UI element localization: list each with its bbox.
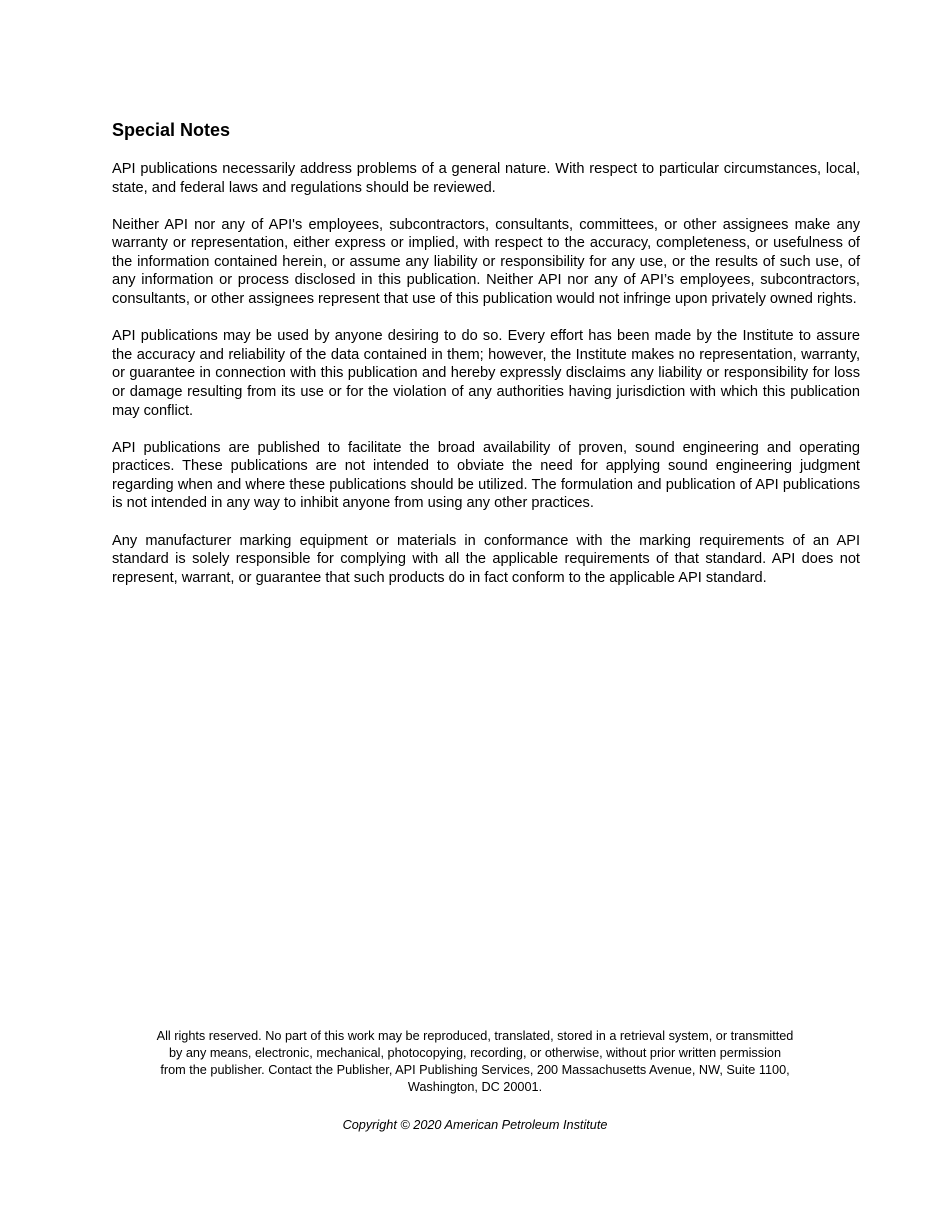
page-title: Special Notes [112,120,231,140]
paragraph-general-nature: API publications necessarily address problems of a general nature. With respect to particular circumstances, local, state, and federal laws and regulations should be reviewed. [112,161,860,196]
rights-notice [112,1028,838,1096]
special-notes-body [112,160,860,606]
footer [112,1028,838,1134]
rights-line: Washington, DC 20001. [407,1080,543,1095]
paragraph-use-by-anyone: API publications may be used by anyone desiring to do so. Every effort has been made by the Institute to assure the accuracy and reliability of the data contained in them; however, the Institute makes no representation, warranty, or guarantee in connection with this publication and hereby expressly disclaims any liability or responsibility for loss or damage resulting from its use or for the violation of any authorities having jurisdiction with which this publication may conflict. [112,328,860,419]
rights-line: All rights reserved. No part of this work may be reproduced, translated, stored in a retrieval system, or transmitted [156,1029,794,1043]
rights-line: from the publisher. Contact the Publisher, API Publishing Services, 200 Massachusetts Avenue, NW, Suite 1100, [160,1063,790,1078]
paragraph-no-warranty: Neither API nor any of API's employees, subcontractors, consultants, committees, or other assignees make any warranty or representation, either express or implied, with respect to the accuracy, completeness, or usefulness of the information contained herein, or assume any liability or responsibility for any use, or the results of such use, of any information or process disclosed in this publication. Neither API nor any of API’s employees, subcontractors, consultants, or other assignees represent that use of this publication would not infringe upon privately owned rights. [112,216,860,308]
paragraph-manufacturer-marking: Any manufacturer marking equipment or materials in conformance with the marking requirements of an API standard is solely responsible for complying with all the applicable requirements of that standard. API does not represent, warrant, or guarantee that such products do in fact conform to the applicable API standard. [112,532,860,586]
rights-line: by any means, electronic, mechanical, photocopying, recording, or otherwise, without prior written permission [168,1046,782,1061]
paragraph-broad-availability: API publications are published to facilitate the broad availability of proven, sound engineering and operating practices. These publications are not intended to obviate the need for applying sound engineering judgment regarding when and where these publications should be utilized. The formulation and publication of API publications is not intended in any way to inhibit anyone from using any other practices. [112,439,860,512]
copyright-notice: Copyright © 2020 American Petroleum Institute [342,1118,608,1133]
